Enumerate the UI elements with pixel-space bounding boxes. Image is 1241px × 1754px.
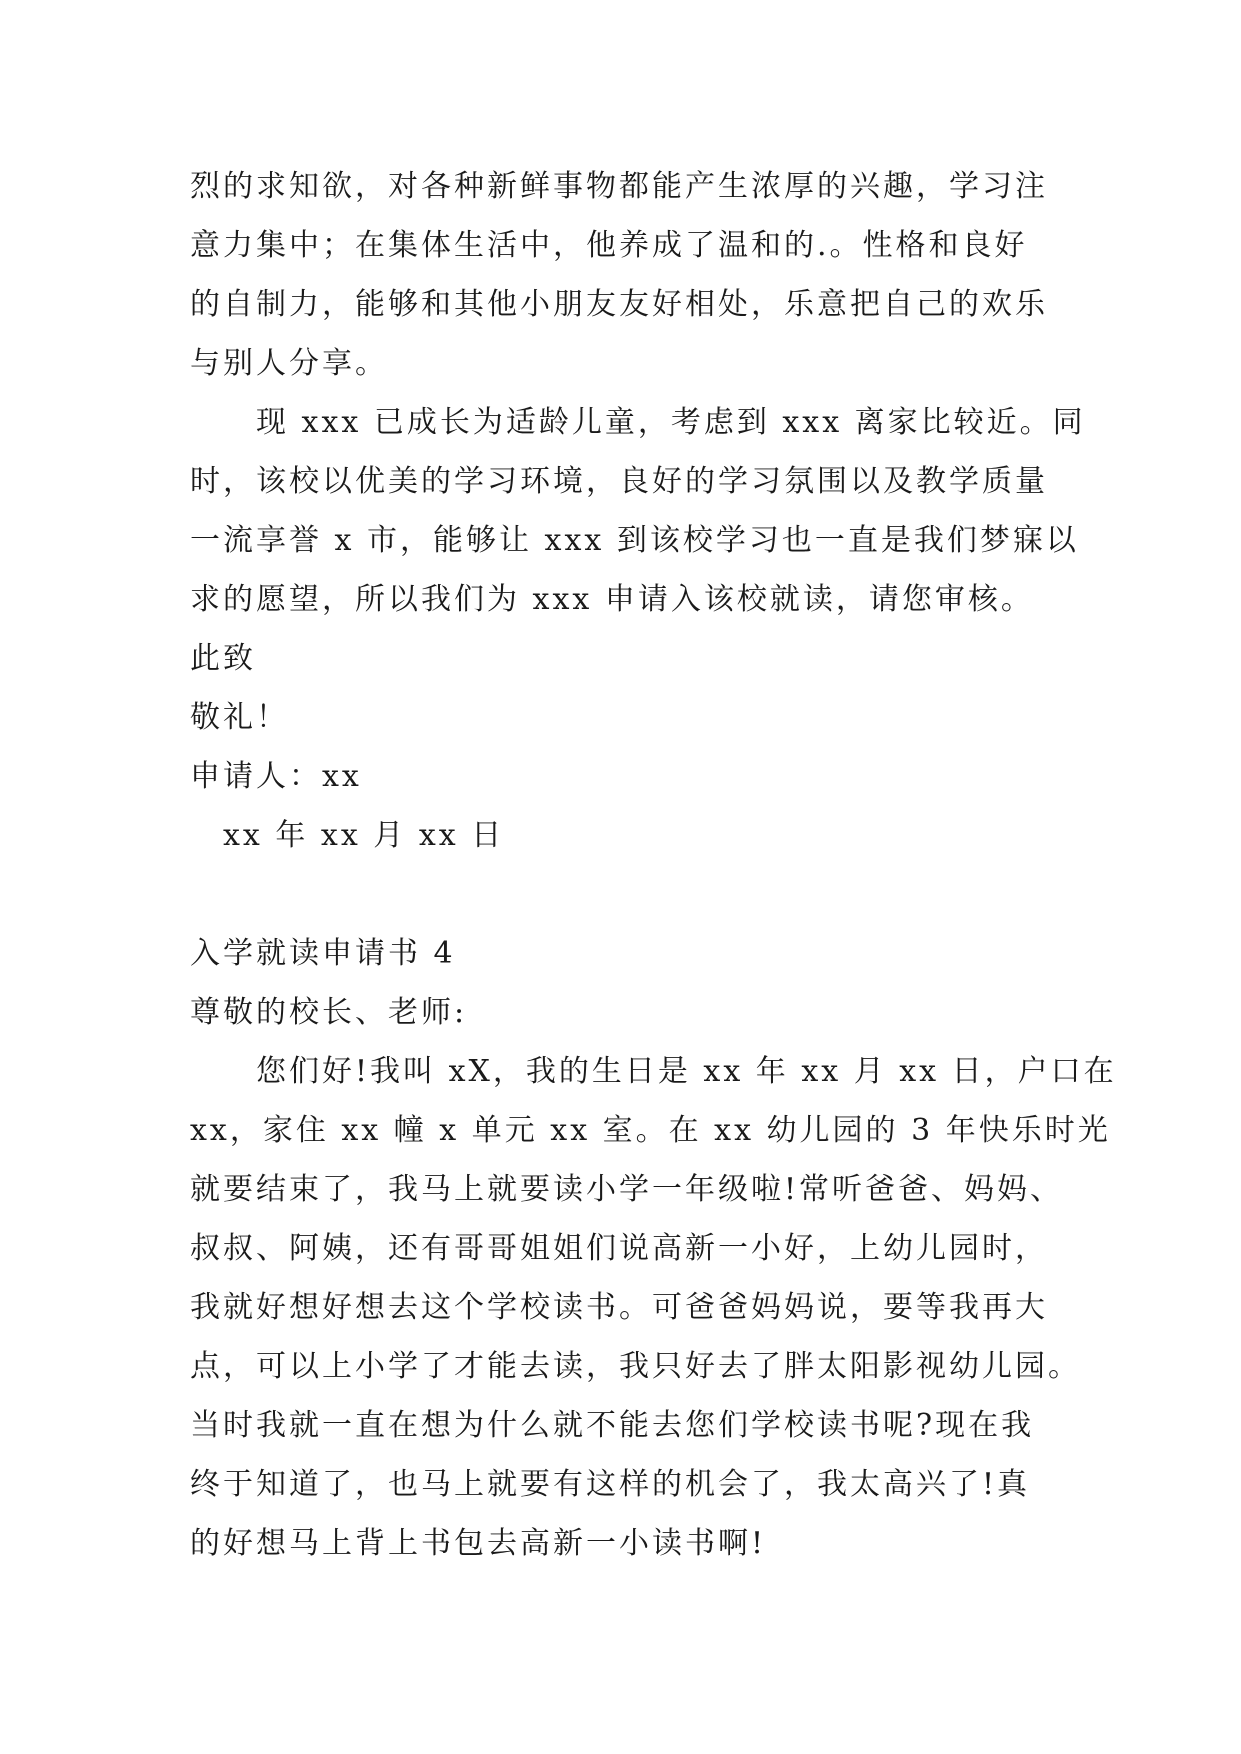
text-line: 点，可以上小学了才能去读，我只好去了胖太阳影视幼儿园。 xyxy=(190,1349,1081,1384)
applicant-signature: 申请人：xx xyxy=(190,759,362,794)
text-line: 终于知道了，也马上就要有这样的机会了，我太高兴了!真 xyxy=(190,1467,1031,1502)
text-line: 我就好想好想去这个学校读书。可爸爸妈妈说，要等我再大 xyxy=(190,1290,1048,1325)
text-line: 当时我就一直在想为什么就不能去您们学校读书呢?现在我 xyxy=(190,1408,1035,1443)
text-line: 与别人分享。 xyxy=(190,346,388,381)
section-title-text: 入学就读申请书 4 xyxy=(190,936,456,971)
text-line: 就要结束了，我马上就要读小学一年级啦!常听爸爸、妈妈、 xyxy=(190,1172,1064,1207)
text-line: 求的愿望，所以我们为 xxx 申请入该校就读，请您审核。 xyxy=(190,582,1034,617)
text-line: 现 xxx 已成长为适龄儿童，考虑到 xxx 离家比较近。同 xyxy=(190,405,1086,440)
section-title xyxy=(190,924,1070,983)
paragraph-self-introduction xyxy=(190,1042,1117,1573)
paragraph-child-description xyxy=(190,157,1070,393)
closing-salute: 敬礼！ xyxy=(190,700,289,735)
text-line: 的自制力，能够和其他小朋友友好相处，乐意把自己的欢乐 xyxy=(190,287,1048,322)
paragraph-application-request xyxy=(190,393,1086,629)
text-line: 意力集中；在集体生活中，他养成了温和的.。性格和良好 xyxy=(190,228,1028,263)
closing-greeting: 此致 xyxy=(190,641,256,676)
text-line: xx，家住 xx 幢 x 单元 xx 室。在 xx 幼儿园的 3 年快乐时光 xyxy=(190,1113,1111,1148)
text-line: 您们好!我叫 xX，我的生日是 xx 年 xx 月 xx 日，户口在 xyxy=(190,1054,1117,1089)
text-line: 的好想马上背上书包去高新一小读书啊! xyxy=(190,1526,767,1561)
text-line: 一流享誉 x 市，能够让 xxx 到该校学习也一直是我们梦寐以 xyxy=(190,523,1079,558)
date-text: xx 年 xx 月 xx 日 xyxy=(190,818,505,853)
salutation-text: 尊敬的校长、老师: xyxy=(190,995,468,1030)
letter-date xyxy=(190,806,1070,865)
text-line: 叔叔、阿姨，还有哥哥姐姐们说高新一小好，上幼儿园时， xyxy=(190,1231,1048,1266)
letter-salutation xyxy=(190,983,1070,1042)
text-line: 烈的求知欲，对各种新鲜事物都能产生浓厚的兴趣，学习注 xyxy=(190,169,1048,204)
letter-closing xyxy=(190,629,1070,806)
text-line: 时，该校以优美的学习环境，良好的学习氛围以及教学质量 xyxy=(190,464,1048,499)
